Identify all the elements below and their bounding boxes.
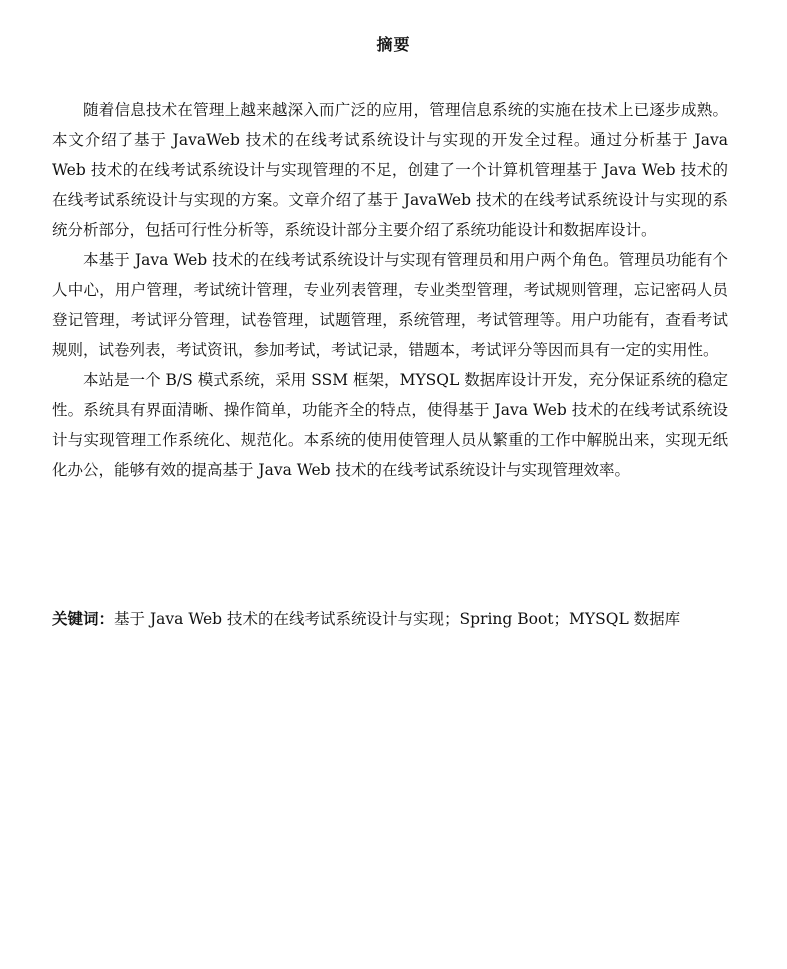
abstract-paragraph-1: 随着信息技术在管理上越来越深入而广泛的应用，管理信息系统的实施在技术上已逐步成熟。本文介绍了基于 JavaWeb 技术的在线考试系统设计与实现的开发全过程。通过分析基于 Java Web 技术的在线考试系统设计与实现管理的不足，创建了一个计算机管理基于 Java Web 技术的在线考试系统设计与实现的方案。文章介绍了基于 JavaWeb 技术的在线考试系统设计与实现的系统分析部分，包括可行性分析等，系统设计部分主要介绍了系统功能设计和数据库设计。 (52, 101, 728, 239)
abstract-paragraph-2: 本基于 Java Web 技术的在线考试系统设计与实现有管理员和用户两个角色。管理员功能有个人中心，用户管理，考试统计管理，专业列表管理，专业类型管理，考试规则管理，忘记密码人员登记管理，考试评分管理，试卷管理，试题管理，系统管理，考试管理等。用户功能有，查看考试规则，试卷列表，考试资讯，参加考试，考试记录，错题本，考试评分等因而具有一定的实用性。 (52, 251, 728, 359)
abstract-title: 摘要 (376, 35, 411, 54)
keywords-text: 基于 Java Web 技术的在线考试系统设计与实现；Spring Boot；MYSQL 数据库 (114, 610, 681, 628)
keywords-label: 关键词： (52, 609, 115, 628)
keywords-line (52, 604, 742, 634)
abstract-paragraph-3: 本站是一个 B/S 模式系统，采用 SSM 框架，MYSQL 数据库设计开发，充分保证系统的稳定性。系统具有界面清晰、操作简单，功能齐全的特点，使得基于 Java Web 技术的在线考试系统设计与实现管理工作系统化、规范化。本系统的使用使管理人员从繁重的工作中解脱出来，实现无纸化办公，能够有效的提高基于 Java Web 技术的在线考试系统设计与实现管理效率。 (52, 371, 728, 479)
abstract-body (52, 95, 728, 485)
